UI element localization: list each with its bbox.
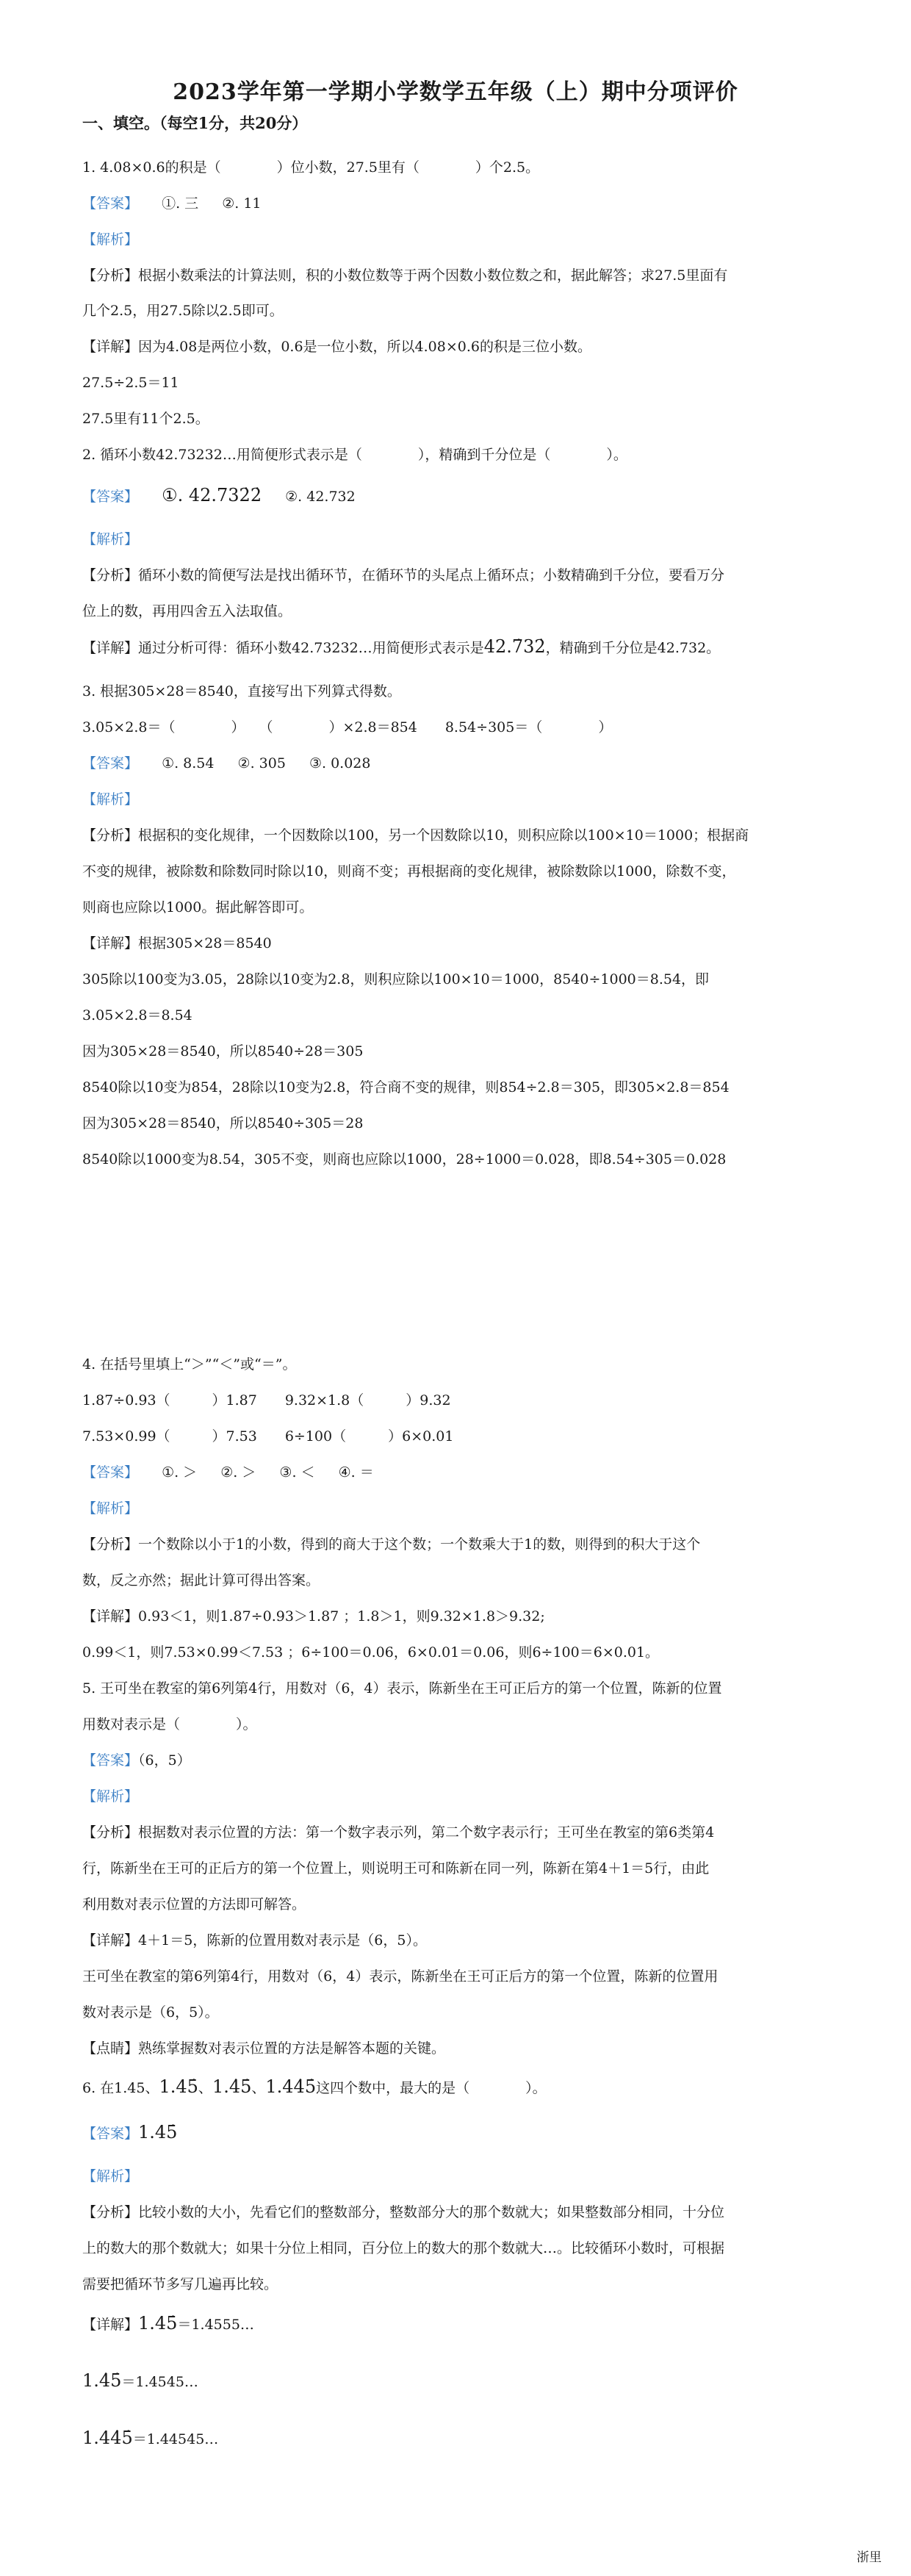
analysis-tag: 【解析】 [82,791,139,807]
question-4-row-1: 1.87÷0.93（ ）1.87 9.32×1.8（ ）9.32 [82,1392,451,1408]
question-2-fenxi: 【分析】循环小数的简便写法是找出循环节，在循环节的头尾点上循环点；小数精确到千分位，要看万分 [82,567,725,583]
question-3-detail: 【详解】根据305×28＝8540 [82,935,272,951]
answer-item: ②. 305 [237,755,286,771]
answer-item: ③. 0.028 [309,755,371,771]
answer-item: ②. 11 [222,195,262,212]
answer-tag: 【答案】 [82,1752,139,1769]
answer-item: ①. ＞ [162,1464,198,1481]
answer-item: （6，5） [138,1752,191,1769]
question-5-dianjing: 【点睛】熟练掌握数对表示位置的方法是解答本题的关键。 [82,2040,446,2057]
question-5-stem: 5. 王可坐在教室的第6列第4行，用数对（6，4）表示，陈新坐在王可正后方的第一个位置，陈新的位置 [82,1680,722,1697]
question-3-answer [82,752,839,772]
question-1-detail-l3: 27.5里有11个2.5。 [82,411,209,427]
question-4-detail: 【详解】0.93＜1，则1.87÷0.93＞1.87 ；1.8＞1，则9.32×1.8＞9.32; [82,1608,545,1625]
question-2-detail: 【详解】通过分析可得：循环小数42.73232…用简便形式表示是42.7̇32̇，精确到千分位是42.732。 [82,636,721,657]
analysis-tag: 【解析】 [82,1500,139,1517]
question-4-row-2: 7.53×0.99（ ）7.53 6÷100（ ）6×0.01 [82,1428,454,1444]
question-5-fenxi-l2: 行，陈新坐在王可的正后方的第一个位置上，则说明王可和陈新在同一列，陈新在第4＋1＝5行，由此 [82,1860,710,1877]
analysis-tag: 【解析】 [82,2168,139,2184]
answer-item: ①. 三 [162,195,199,212]
answer-tag: 【答案】 [82,2126,139,2142]
page-footer: 浙里 [857,2550,882,2565]
question-1-fenxi-cont: 几个2.5，用27.5除以2.5即可。 [82,303,284,319]
question-6-fenxi-l2: 上的数大的那个数就大；如果十分位上相同，百分位上的数大的那个数就大…。比较循环小数时，可根据 [82,2240,725,2256]
question-3-row: 3.05×2.8＝（ ） （ ）×2.8＝854 8.54÷305＝（ ） [82,719,613,735]
question-4-detail-l2: 0.99＜1，则7.53×0.99＜7.53 ；6÷100＝0.06，6×0.01＝0.06，则6÷100＝6×0.01。 [82,1644,660,1661]
answer-item: ④. ＝ [338,1464,374,1481]
question-3-fenxi: 【分析】根据积的变化规律，一个因数除以100，另一个因数除以10，则积应除以100×10＝1000；根据商 [82,827,749,843]
question-6-fenxi: 【分析】比较小数的大小，先看它们的整数部分，整数部分大的那个数就大；如果整数部分相同，十分位 [82,2204,725,2220]
answer-item: ②. 42.732 [285,489,356,505]
answer-item: ①. 8.54 [162,755,215,771]
question-1-detail: 【详解】因为4.08是两位小数，0.6是一位小数，所以4.08×0.6的积是三位小数。 [82,339,591,355]
question-3-detail-l4: 因为305×28＝8540，所以8540÷28＝305 [82,1043,364,1059]
answer-item: ③. ＜ [279,1464,315,1481]
answer-tag: 【答案】 [82,489,139,505]
question-1-stem: 1. 4.08×0.6的积是（ ）位小数，27.5里有（ ）个2.5。 [82,159,540,176]
question-6-stem: 6. 在1.45、1.45̇、1.4̇5̇、1.44̇5̇这四个数中，最大的是（ ）。 [82,2076,547,2097]
question-3-fenxi-l2: 不变的规律，被除数和除数同时除以10，则商不变；再根据商的变化规律，被除数除以1000，除数不变， [82,863,736,879]
question-3-detail-l5: 8540除以10变为854，28除以10变为2.8，符合商不变的规律，则854÷2.8＝305，即305×2.8＝854 [82,1079,730,1095]
question-5-detail: 【详解】4＋1＝5，陈新的位置用数对表示是（6，5）。 [82,1932,427,1949]
question-5-detail-l3: 数对表示是（6，5）。 [82,2004,219,2021]
question-5-fenxi-l3: 利用数对表示位置的方法即可解答。 [82,1896,306,1913]
question-6-detail-l3: 1.44̇5̇＝1.44545… [82,2428,219,2448]
page-title: 2023学年第一学期小学数学五年级（上）期中分项评价 [173,79,738,105]
question-3-stem: 3. 根据305×28＝8540，直接写出下列算式得数。 [82,683,401,699]
question-2-stem: 2. 循环小数42.73232…用简便形式表示是（ ），精确到千分位是（ ）。 [82,447,627,463]
question-3-detail-l6: 因为305×28＝8540，所以8540÷305＝28 [82,1115,364,1132]
question-5-stem-l2: 用数对表示是（ ）。 [82,1716,257,1733]
answer-tag: 【答案】 [82,195,139,212]
question-2-answer [82,485,839,506]
question-1-detail-l2: 27.5÷2.5＝11 [82,375,179,391]
question-1-answer [82,193,839,212]
question-4-stem: 4. 在括号里填上“＞”“＜”或“＝”。 [82,1356,297,1372]
question-3-fenxi-l3: 则商也应除以1000。据此解答即可。 [82,899,314,915]
question-1-fenxi: 【分析】根据小数乘法的计算法则，积的小数位数等于两个因数小数位数之和，据此解答；求27.5里面有 [82,267,728,284]
question-3-detail-l7: 8540除以1000变为8.54，305不变，则商也应除以1000，28÷1000＝0.028，即8.54÷305＝0.028 [82,1151,727,1168]
question-5-detail-l2: 王可坐在教室的第6列第4行，用数对（6，4）表示，陈新坐在王可正后方的第一个位置，陈新的位置用 [82,1968,719,1985]
question-4-fenxi-l2: 数，反之亦然；据此计算可得出答案。 [82,1572,320,1589]
analysis-tag: 【解析】 [82,231,139,248]
question-6-fenxi-l3: 需要把循环节多写几遍再比较。 [82,2276,278,2292]
question-6-answer [82,2122,839,2143]
question-4-fenxi: 【分析】一个数除以小于1的小数，得到的商大于这个数；一个数乘大于1的数，则得到的积大于这个 [82,1536,701,1553]
question-6-detail-l2: 1.4̇5̇＝1.4545… [82,2370,198,2391]
answer-tag: 【答案】 [82,1464,139,1481]
section-heading: 一、填空。（每空1分，共20分） [82,114,308,132]
question-6-detail: 【详解】1.45̇＝1.4555… [82,2313,254,2334]
analysis-tag: 【解析】 [82,1788,139,1805]
question-5-fenxi: 【分析】根据数对表示位置的方法：第一个数字表示列，第二个数字表示行；王可坐在教室的第6类第4 [82,1824,715,1841]
question-3-detail-l2: 305除以100变为3.05，28除以10变为2.8，则积应除以100×10＝1000，8540÷1000＝8.54，即 [82,971,710,987]
question-4-answer [82,1461,839,1481]
answer-item: ②. ＞ [220,1464,256,1481]
answer-item: 1.45̇ [138,2122,178,2143]
answer-item: ①. 42.732̇2̇ [162,485,262,506]
analysis-tag: 【解析】 [82,531,139,547]
question-3-detail-l3: 3.05×2.8＝8.54 [82,1007,192,1023]
question-2-fenxi-cont: 位上的数，再用四舍五入法取值。 [82,603,292,619]
answer-tag: 【答案】 [82,755,139,771]
question-5-answer [82,1749,839,1769]
